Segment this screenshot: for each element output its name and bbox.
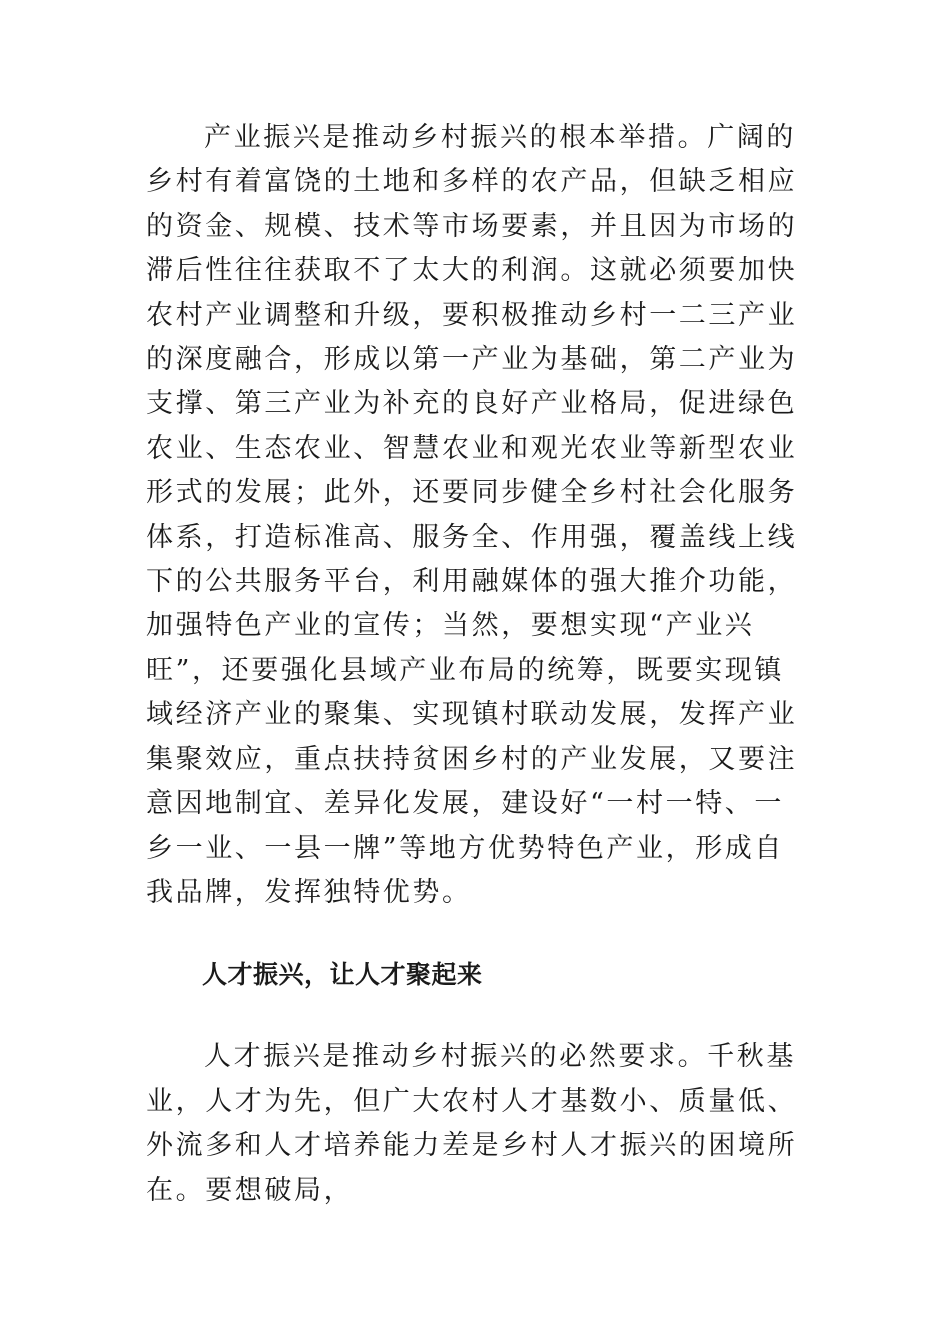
document-body [146,116,811,1213]
section-heading-talent-revitalization: 人才振兴，让人才聚起来 [202,960,483,990]
paragraph-industry-revitalization: 产业振兴是推动乡村振兴的根本举措。广阔的乡村有着富饶的土地和多样的农产品，但缺乏相应的资金、规模、技术等市场要素，并且因为市场的滞后性往往获取不了太大的利润。这就必须要加快农村产业调整和升级，要积极推动乡村一二三产业的深度融合，形成以第一产业为基础，第二产业为支撑、第三产业为补充的良好产业格局，促进绿色农业、生态农业、智慧农业和观光农业等新型农业形式的发展；此外，还要同步健全乡村社会化服务体系，打造标准高、服务全、作用强，覆盖线上线下的公共服务平台，利用融媒体的强大推介功能，加强特色产业的宣传；当然，要想实现“产业兴旺”，还要强化县域产业布局的统筹，既要实现镇域经济产业的聚集、实现镇村联动发展，发挥产业集聚效应，重点扶持贫困乡村的产业发展，又要注意因地制宜、差异化发展，建设好“一村一特、一乡一业、一县一牌”等地方优势特色产业，形成自我品牌，发挥独特优势。 [146,122,798,908]
paragraph-talent-revitalization: 人才振兴是推动乡村振兴的必然要求。千秋基业，人才为先，但广大农村人才基数小、质量低、外流多和人才培养能力差是乡村人才振兴的困境所在。要想破局， [146,1041,798,1206]
